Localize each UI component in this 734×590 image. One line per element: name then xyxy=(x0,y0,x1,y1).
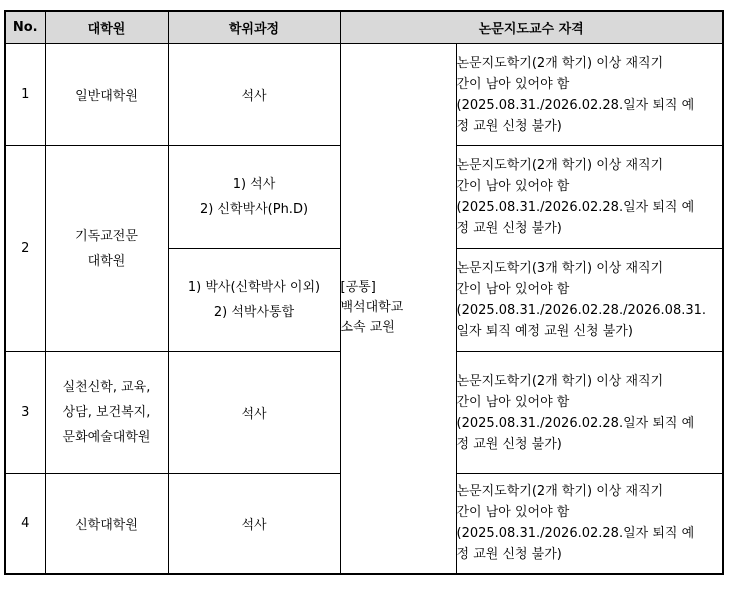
qualification-table xyxy=(4,10,724,575)
table-row xyxy=(5,44,723,146)
qual-line: 간이 남아 있어야 함 xyxy=(456,76,570,92)
qual-line: 정 교원 신청 불가) xyxy=(456,547,562,563)
qualification-text xyxy=(456,249,723,352)
qual-line: (2025.08.31./2026.02.28.일자 퇴직 예 xyxy=(456,415,695,431)
row-number: 1 xyxy=(5,44,45,146)
row-number: 3 xyxy=(5,352,45,474)
qual-line: 정 교원 신청 불가) xyxy=(456,221,562,236)
qual-line: 정 교원 신청 불가) xyxy=(456,436,562,452)
qual-line: 간이 남아 있어야 함 xyxy=(456,179,570,194)
qual-line: (2025.08.31./2026.02.28.일자 퇴직 예 xyxy=(456,200,695,215)
qual-line: (2025.08.31./2026.02.28./2026.08.31. xyxy=(456,303,707,318)
row-number: 4 xyxy=(5,474,45,574)
school-name: 신학대학원 xyxy=(45,474,168,574)
degree-line: 2) 석박사통합 xyxy=(213,305,295,320)
header-row xyxy=(5,11,723,44)
header-school: 대학원 xyxy=(45,11,168,44)
school-name xyxy=(45,146,168,352)
school-line: 문화예술대학원 xyxy=(62,430,151,445)
professor-eligibility xyxy=(340,44,456,574)
professor-note-line: [공통] xyxy=(340,280,376,296)
school-name: 일반대학원 xyxy=(45,44,168,146)
qual-line: 논문지도학기(2개 학기) 이상 재직기 xyxy=(456,158,664,173)
degree-line: 1) 석사 xyxy=(232,177,276,192)
row-number: 2 xyxy=(5,146,45,352)
qual-line: (2025.08.31./2026.02.28.일자 퇴직 예 xyxy=(456,526,695,542)
qualification-text xyxy=(456,352,723,474)
qual-line: (2025.08.31./2026.02.28.일자 퇴직 예 xyxy=(456,97,695,113)
qual-line: 일자 퇴직 예정 교원 신청 불가) xyxy=(456,324,633,339)
qualification-text xyxy=(456,44,723,146)
header-qualification: 논문지도교수 자격 xyxy=(340,11,723,44)
school-name xyxy=(45,352,168,474)
qual-line: 논문지도학기(2개 학기) 이상 재직기 xyxy=(456,55,664,71)
qual-line: 논문지도학기(2개 학기) 이상 재직기 xyxy=(456,484,664,500)
degree-program: 석사 xyxy=(168,474,340,574)
header-degree: 학위과정 xyxy=(168,11,340,44)
header-no: No. xyxy=(5,11,45,44)
school-line: 상담, 보건복지, xyxy=(62,405,151,420)
qual-line: 논문지도학기(3개 학기) 이상 재직기 xyxy=(456,261,664,276)
degree-line: 1) 박사(신학박사 이외) xyxy=(187,280,321,295)
degree-program: 석사 xyxy=(168,44,340,146)
qual-line: 간이 남아 있어야 함 xyxy=(456,505,570,521)
professor-note-line: 백석대학교 xyxy=(340,300,404,316)
qual-line: 간이 남아 있어야 함 xyxy=(456,282,570,297)
school-line: 실천신학, 교육, xyxy=(62,380,151,395)
qualification-text xyxy=(456,474,723,574)
degree-program xyxy=(168,249,340,352)
qual-line: 정 교원 신청 불가) xyxy=(456,118,562,134)
qual-line: 논문지도학기(2개 학기) 이상 재직기 xyxy=(456,373,664,389)
qual-line: 간이 남아 있어야 함 xyxy=(456,394,570,410)
degree-program: 석사 xyxy=(168,352,340,474)
school-line: 기독교전문 xyxy=(75,228,138,244)
degree-line: 2) 신학박사(Ph.D) xyxy=(199,202,309,217)
professor-note-line: 소속 교원 xyxy=(340,320,395,336)
qualification-text xyxy=(456,146,723,249)
degree-program xyxy=(168,146,340,249)
school-line: 대학원 xyxy=(87,253,126,269)
